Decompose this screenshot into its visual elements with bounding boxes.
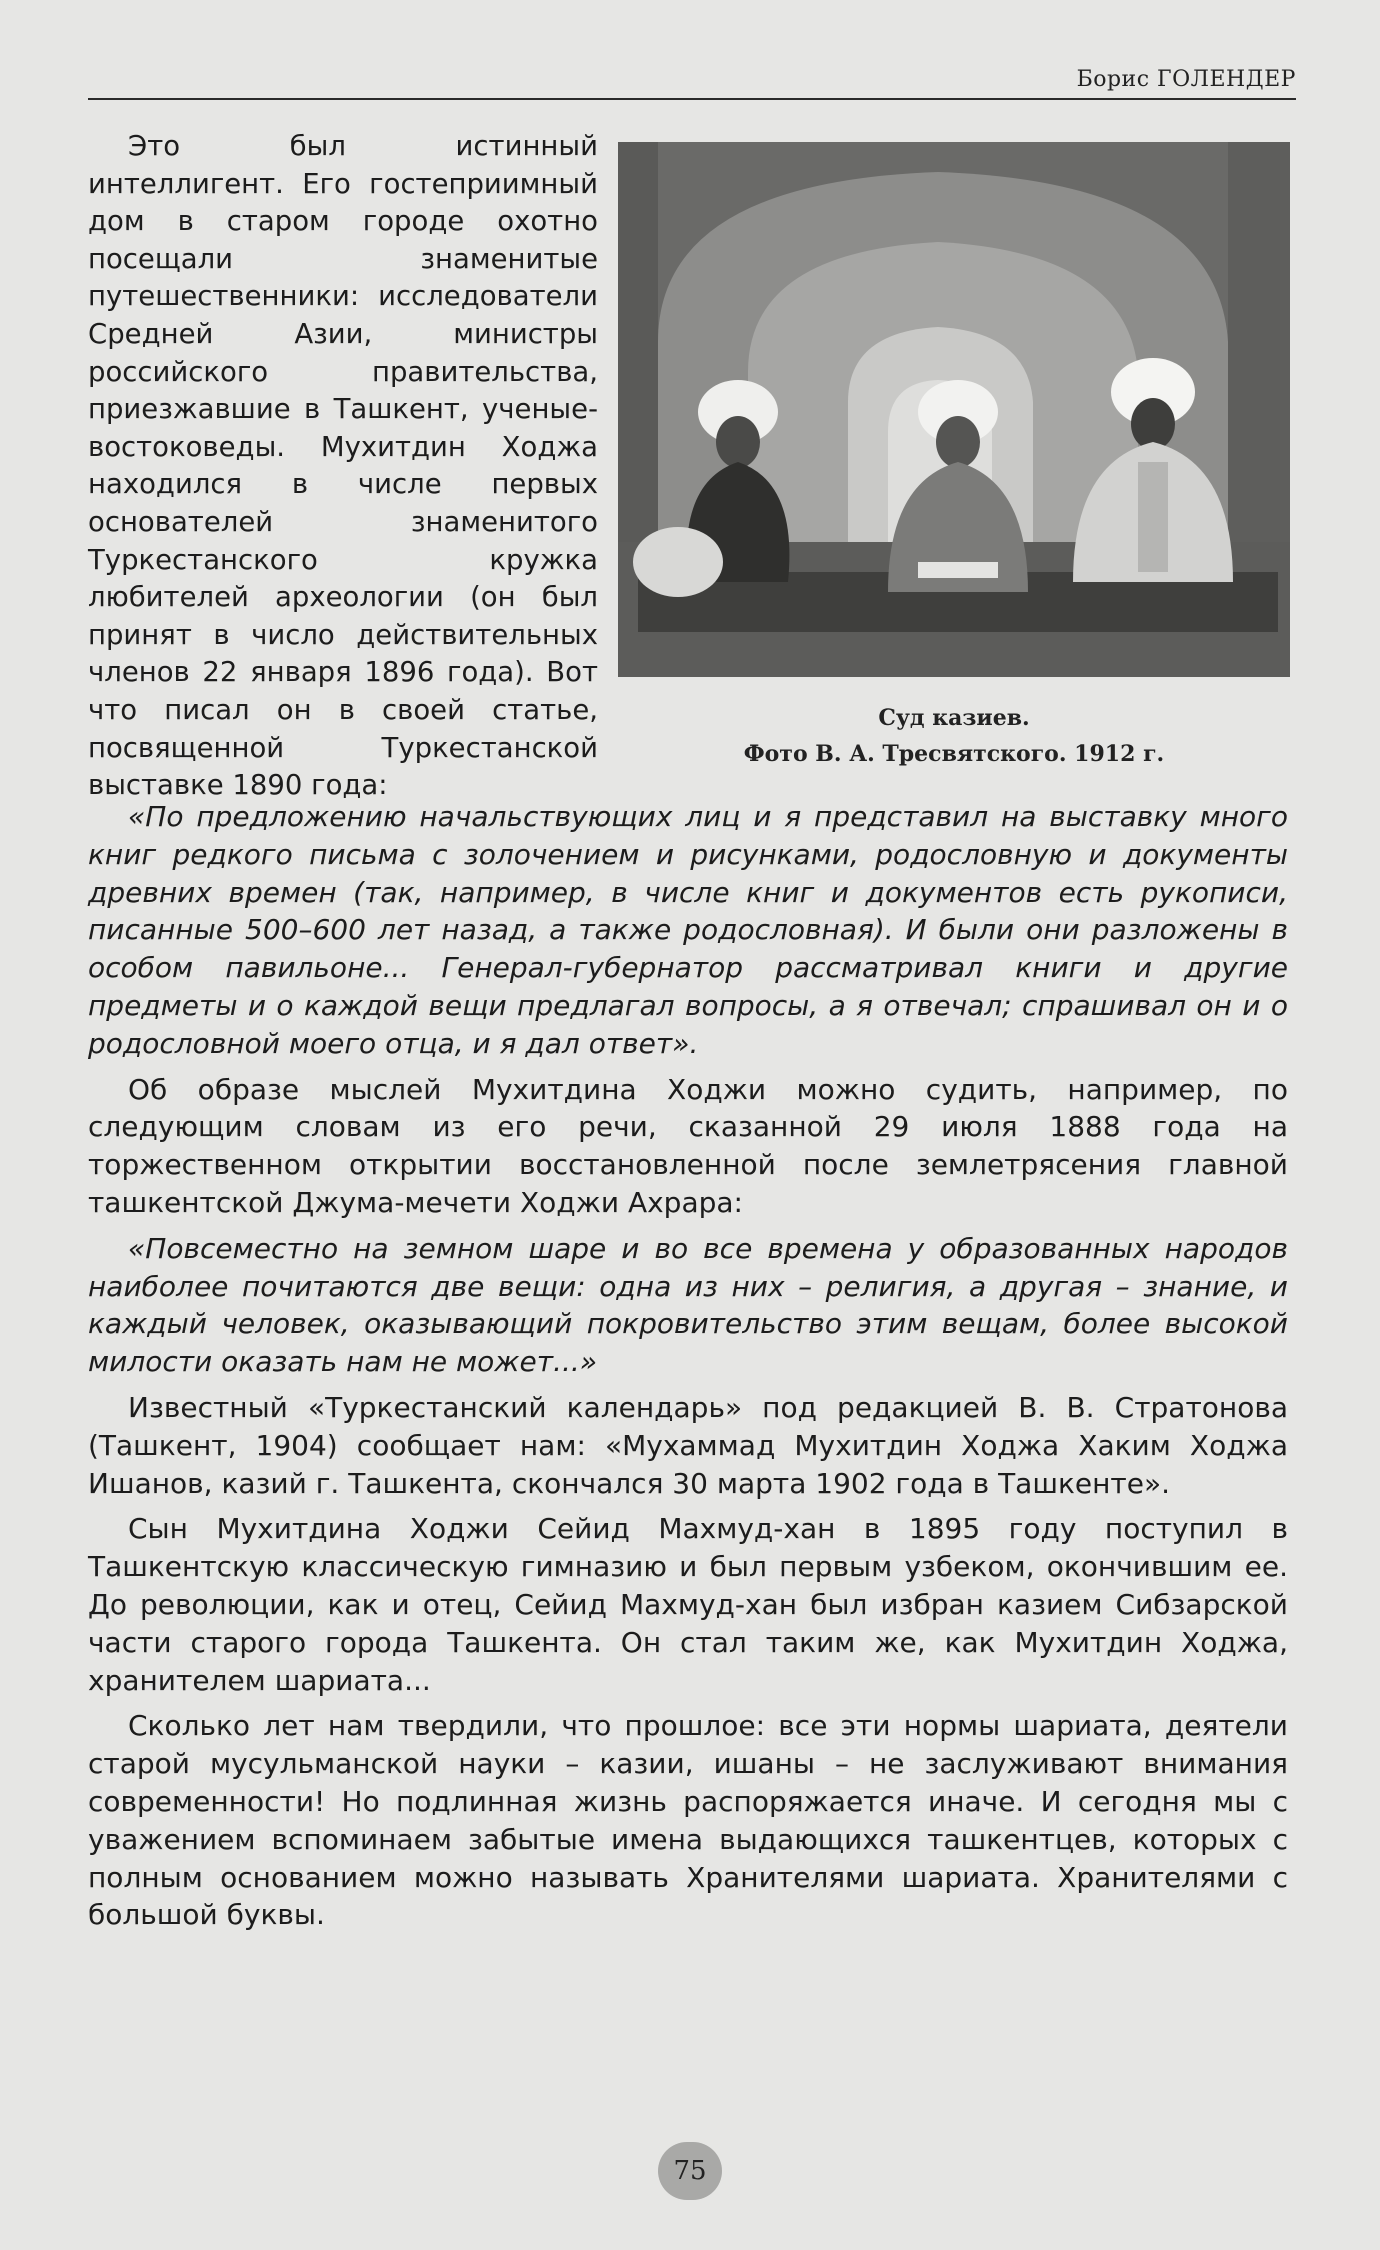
main-text [88,798,1288,1942]
page-number [640,2142,740,2200]
running-head [88,62,1296,100]
paragraph-conclusion: Сколько лет нам твердили, что прошлое: все эти нормы шариата, деятели старой мусульманской науки – казии, ишаны – не заслуживают внимания современности! Но подлинная жизнь распоряжается иначе. И сегодня мы с уважением вспоминаем забытые имена выдающихся ташкентцев, которых с полным основанием можно называть Хранителями шариата. Хранителями с большой буквы. [88,1709,1288,1932]
photo-court-of-qadis [618,142,1290,677]
paragraph-speech-intro: Об образе мыслей Мухитдина Ходжи можно судить, например, по следующим словам из его речи, сказанной 29 июля 1888 года на торжественном открытии восстановленной после землетрясения главной ташкентской Джума-мечети Ходжи Ахрара: [88,1072,1288,1219]
quote-exhibition: «По предложению начальствующих лиц и я представил на выставку много книг редкого письма с золочением и рисунками, родословную и документы древних времен (так, например, в числе книг и документов есть рукописи, писанные 500–600 лет назад, а также родословная). И были они разложены в особом павильоне... Генерал-губернатор рассматривал книги и другие предметы и о каждой вещи предлагал вопросы, а я отвечал; спрашивал он и о родословной моего отца, и я дал ответ». [88,800,1288,1060]
page-number-label: 75 [673,2156,707,2186]
photo-illustration [618,142,1290,677]
intro-paragraph: Это был истинный интеллигент. Его гостеприимный дом в старом городе охотно посещали знаменитые путешественники: исследователи Средней Азии, министры российского правительства, приезжавшие в Ташкент, ученые-востоковеды. Мухитдин Ходжа находился в числе первых основателей знаменитого Туркестанского кружка любителей археологии (он был принят в число действительных членов 22 января 1896 года). Вот что писал он в своей статье, посвященной Туркестанской выставке 1890 года: [88,130,598,802]
paragraph-son: Сын Мухитдина Ходжи Сейид Махмуд-хан в 1895 году поступил в Ташкентскую классическую гимназию и был первым узбеком, окончившим ее. До революции, как и отец, Сейид Махмуд-хан был избран казием Сибзарской части старого города Ташкента. Он стал таким же, как Мухитдин Ходжа, хранителем шариата... [88,1512,1288,1697]
paragraph-calendar: Известный «Туркестанский календарь» под редакцией В. В. Стратонова (Ташкент, 1904) сообщает нам: «Мухаммад Мухитдин Ходжа Хаким Ходжа Ишанов, казий г. Ташкента, скончался 30 марта 1902 года в Ташкенте». [88,1390,1288,1500]
caption-title: Суд казиев. [878,705,1030,731]
caption-credit: Фото В. А. Тресвятского. 1912 г. [743,741,1165,767]
intro-column [88,128,598,805]
photo-caption [618,700,1290,772]
quote-speech: «Повсеместно на земном шаре и во все времена у образованных народов наиболее почитаются две вещи: одна из них – религия, а другая – знание, и каждый человек, оказывающий покровительство этим вещам, более высокой милости оказать нам не может...» [88,1231,1288,1379]
running-head-author: Борис ГОЛЕНДЕР [1076,67,1296,92]
